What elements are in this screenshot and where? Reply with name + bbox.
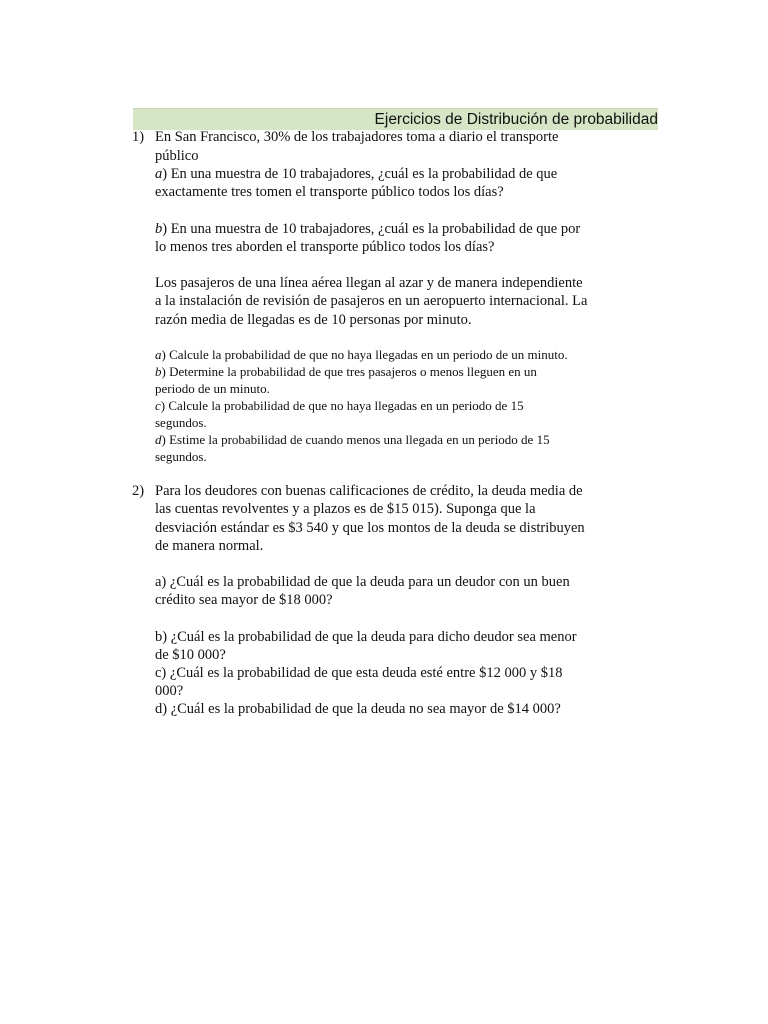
sub-c-line: segundos. xyxy=(155,415,207,430)
sub-b-line: periodo de un minuto. xyxy=(155,381,270,396)
problem-1-line: En San Francisco, 30% de los trabajadores toma a diario el transporte xyxy=(155,129,559,145)
problem-1a-text: ) En una muestra de 10 trabajadores, ¿cuál es la probabilidad de que xyxy=(162,166,558,182)
problem-2b-line: de $10 000? xyxy=(155,647,226,663)
problem-2-line: de manera normal. xyxy=(155,538,264,554)
problem-2c-line: c) ¿Cuál es la probabilidad de que esta deuda esté entre $12 000 y $18 xyxy=(155,665,563,681)
problem-1b-line xyxy=(155,220,580,238)
passengers-line: Los pasajeros de una línea aérea llegan al azar y de manera independiente xyxy=(155,275,583,291)
sub-d-text: ) Estime la probabilidad de cuando menos una llegada en un periodo de 15 xyxy=(161,432,550,447)
sub-c-text: ) Calcule la probabilidad de que no haya llegadas en un periodo de 15 xyxy=(160,398,524,413)
passengers-line: razón media de llegadas es de 10 personas por minuto. xyxy=(155,312,472,328)
sub-a-line xyxy=(155,346,568,363)
problem-2-line: Para los deudores con buenas calificaciones de crédito, la deuda media de xyxy=(155,483,583,499)
sub-b-line xyxy=(155,363,537,380)
problem-2d-line: d) ¿Cuál es la probabilidad de que la deuda no sea mayor de $14 000? xyxy=(155,701,561,717)
problem-1b-letter: b xyxy=(155,221,163,237)
problem-1a-line: exactamente tres tomen el transporte público todos los días? xyxy=(155,184,504,200)
sub-d-line xyxy=(155,431,550,448)
document-title: Ejercicios de Distribución de probabilidad xyxy=(374,111,658,128)
problem-1b-line: lo menos tres aborden el transporte público todos los días? xyxy=(155,239,495,255)
sub-d-letter: d xyxy=(155,432,162,447)
sub-d-line: segundos. xyxy=(155,449,207,464)
problem-2b-line: b) ¿Cuál es la probabilidad de que la deuda para dicho deudor sea menor xyxy=(155,629,577,645)
sub-c-line xyxy=(155,397,524,414)
sub-b-letter: b xyxy=(155,364,162,379)
sub-c-letter: c xyxy=(155,398,161,413)
problem-2a-line: crédito sea mayor de $18 000? xyxy=(155,592,333,608)
problem-1-number: 1) xyxy=(132,129,145,145)
problem-2c-line: 000? xyxy=(155,683,184,699)
sub-a-letter: a xyxy=(155,347,162,362)
problem-2-line: las cuentas revolventes y a plazos es de $15 015). Suponga que la xyxy=(155,501,536,517)
problem-1a-letter: a xyxy=(155,166,163,182)
problem-2-line: desviación estándar es $3 540 y que los montos de la deuda se distribuyen xyxy=(155,520,585,536)
problem-2a-line: a) ¿Cuál es la probabilidad de que la deuda para un deudor con un buen xyxy=(155,574,570,590)
problem-1a-line xyxy=(155,165,557,183)
problem-1-line: público xyxy=(155,148,199,164)
passengers-line: a la instalación de revisión de pasajeros en un aeropuerto internacional. La xyxy=(155,293,588,309)
title-bar xyxy=(133,108,658,130)
sub-a-text: ) Calcule la probabilidad de que no haya llegadas en un periodo de un minuto. xyxy=(161,347,568,362)
sub-b-text: ) Determine la probabilidad de que tres pasajeros o menos lleguen en un xyxy=(161,364,537,379)
problem-2-number: 2) xyxy=(132,483,145,499)
problem-1b-text: ) En una muestra de 10 trabajadores, ¿cuál es la probabilidad de que por xyxy=(162,221,581,237)
